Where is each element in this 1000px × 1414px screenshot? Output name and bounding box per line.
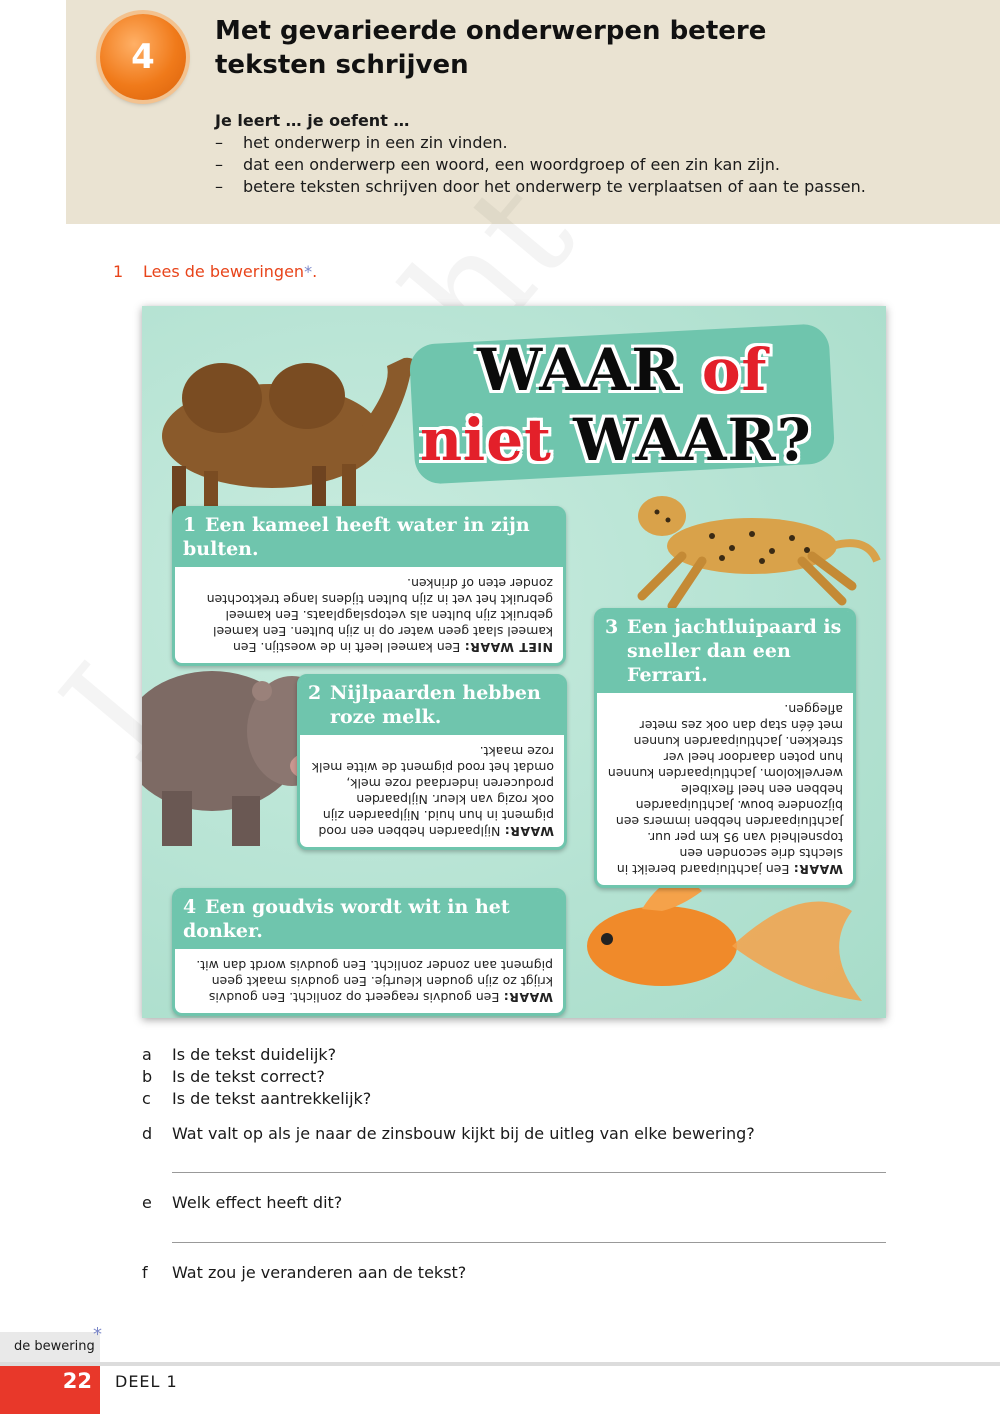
- statement-explanation-upside-down: [300, 735, 564, 847]
- statement-explanation-upside-down: [597, 693, 853, 885]
- dash-bullet: –: [215, 177, 223, 196]
- statement-text: Een goudvis wordt wit in het donker.: [183, 896, 510, 942]
- verdict-label: WAAR:: [503, 990, 553, 1005]
- learning-goal: [215, 132, 935, 154]
- learning-goal-text: het onderwerp in een zin vinden.: [243, 133, 508, 152]
- lesson-title-line-1: Met gevarieerde onderwerpen betere: [215, 16, 767, 46]
- statement-card-4: [172, 888, 566, 1016]
- question-b: [142, 1066, 325, 1088]
- question-text: Is de tekst correct?: [172, 1067, 325, 1086]
- glossary-term: de bewering: [0, 1332, 100, 1362]
- statement-heading: [300, 677, 564, 735]
- question-letter: b: [142, 1067, 153, 1086]
- lesson-number-badge: 4: [100, 14, 186, 100]
- cheetah-illustration: [612, 476, 882, 616]
- dash-bullet: –: [215, 155, 223, 174]
- learning-goals: [215, 110, 935, 198]
- question-f: [142, 1262, 466, 1284]
- glossary-asterisk-icon: *: [93, 1324, 102, 1345]
- title-word-niet: niet: [420, 406, 552, 474]
- dash-bullet: –: [215, 133, 223, 152]
- verdict-label: NIET WAAR:: [464, 640, 553, 655]
- question-text: Is de tekst aantrekkelijk?: [172, 1089, 372, 1108]
- question-e: [142, 1192, 342, 1214]
- statement-number: 2: [308, 682, 322, 704]
- exercise-period: .: [312, 262, 318, 281]
- learning-goals-intro: Je leert … je oefent …: [215, 111, 410, 130]
- lesson-title-line-2: teksten schrijven: [215, 50, 469, 80]
- verdict-label: WAAR:: [504, 824, 554, 839]
- statement-text-line-1: Nijlpaarden hebben: [330, 682, 541, 704]
- learning-goal-text: dat een onderwerp een woord, een woordgroep of een zin kan zijn.: [243, 155, 781, 174]
- footer-divider: [0, 1362, 1000, 1366]
- statement-number: 4: [183, 896, 197, 918]
- true-or-false-poster: [142, 306, 886, 1018]
- statement-text-line-2: sneller dan een Ferrari.: [627, 640, 791, 686]
- verdict-label: WAAR:: [793, 862, 843, 877]
- title-word-waar-question: WAAR?: [573, 406, 812, 474]
- statement-number: 3: [605, 616, 619, 638]
- lesson-title: [215, 14, 835, 82]
- explanation-text: Een kameel leeft in de woestijn. Een kameel slaat geen water op in zijn bulten. Een kameel gebruikt zijn bulten als vetopslagplaats. Een kameel gebruikt het vet in zijn bulten tijdens lange trektochten zonder eten of drinken.: [206, 576, 553, 655]
- statement-heading: [175, 891, 563, 949]
- page-number: 22: [0, 1366, 100, 1414]
- statement-number: 1: [183, 514, 197, 536]
- exercise-number: 1: [113, 262, 124, 281]
- question-letter: c: [142, 1089, 151, 1108]
- question-text: Wat valt op als je naar de zinsbouw kijkt bij de uitleg van elke bewering?: [172, 1124, 755, 1143]
- question-text: Is de tekst duidelijk?: [172, 1045, 337, 1064]
- answer-line-d[interactable]: [172, 1172, 886, 1173]
- statement-card-1: [172, 506, 566, 666]
- question-letter: f: [142, 1263, 148, 1282]
- explanation-text: Nijlpaarden hebben een rood pigment in hun huid. Nijlpaarden zijn ook rozig van kleur. Nijlpaarden produceren inderdaad roze melk, omdat het rood pigment de witte melk roze maakt.: [311, 744, 554, 839]
- question-text: Welk effect heeft dit?: [172, 1193, 343, 1212]
- question-letter: d: [142, 1124, 153, 1143]
- question-c: [142, 1088, 371, 1110]
- question-text: Wat zou je veranderen aan de tekst?: [172, 1263, 467, 1282]
- question-d: [142, 1123, 912, 1145]
- glossary-asterisk-icon[interactable]: *: [304, 262, 313, 281]
- title-line-1: [477, 336, 767, 404]
- statement-text-line-1: Een jachtluipaard is: [627, 616, 842, 638]
- statement-card-3: [594, 608, 856, 888]
- question-a: [142, 1044, 336, 1066]
- explanation-text: Een jachtluipaard bereikt in slechts drie seconden een topsnelheid van 95 km per uur. Jachtluipaarden hebben immers een bijzondere bouw. Jachtluipaarden hebben een heel flexibele wervelkolom. Jachtluipaarden kunnen hun poten daardoor heel ver strekken. Jachtluipaarden kunnen met één stap dan ook zes meter afleggen.: [607, 702, 843, 877]
- learning-goal-text: betere teksten schrijven door het onderwerp te verplaatsen of aan te passen.: [243, 177, 866, 196]
- statement-explanation-upside-down: [175, 949, 563, 1013]
- answer-line-e[interactable]: [172, 1242, 886, 1243]
- learning-goal: [215, 154, 935, 176]
- statement-text: Een kameel heeft water in zijn bulten.: [183, 514, 530, 560]
- statement-heading: [175, 509, 563, 567]
- title-line-2: [420, 406, 812, 474]
- exercise-1-instruction: [113, 262, 317, 281]
- exercise-text: Lees de beweringen: [143, 262, 305, 281]
- part-label: DEEL 1: [115, 1372, 178, 1391]
- explanation-text: Een goudvis reageert op zonlicht. Een goudvis krijgt zo zijn gouden kleurtje. Een goudvis maakt geen pigment aan zonder zonlicht. Een goudvis wordt dan wit.: [196, 958, 553, 1005]
- title-word-of: of: [701, 336, 768, 404]
- statement-heading: [597, 611, 853, 693]
- question-letter: a: [142, 1045, 152, 1064]
- learning-goal: [215, 176, 935, 198]
- statement-text-line-2: roze melk.: [330, 706, 442, 728]
- statement-explanation-upside-down: [175, 567, 563, 663]
- title-word-waar: WAAR: [477, 336, 681, 404]
- question-letter: e: [142, 1193, 152, 1212]
- statement-card-2: [297, 674, 567, 850]
